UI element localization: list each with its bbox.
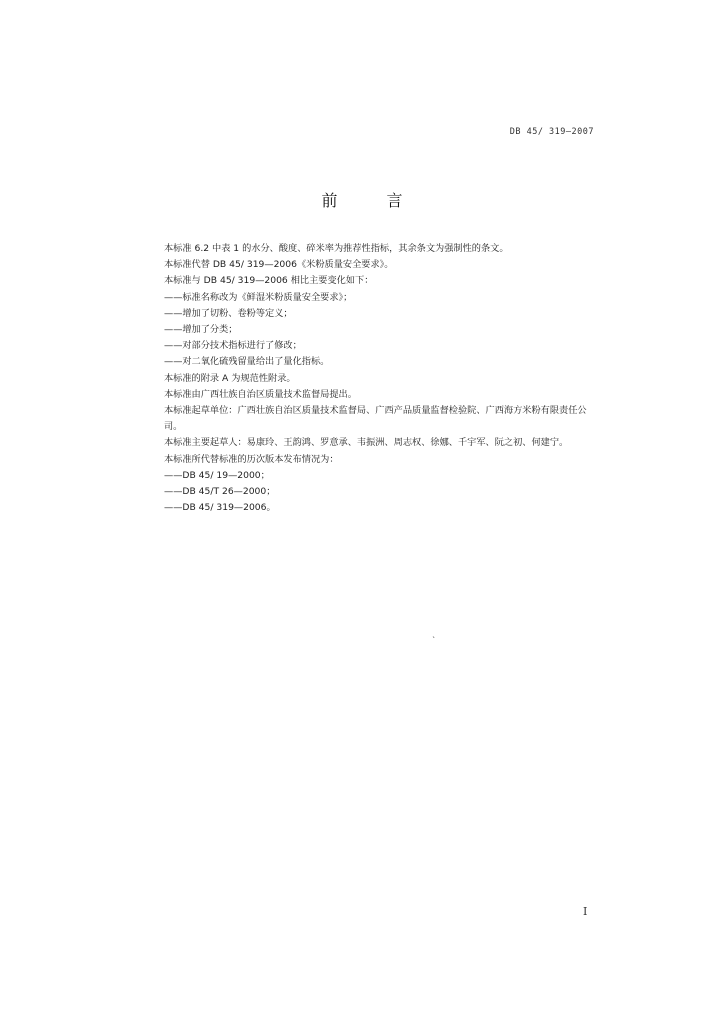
history-item-1: ——DB 45/ 19—2000； xyxy=(164,469,270,481)
paragraph-appendix: 本标准的附录 A 为规范性附录。 xyxy=(164,372,296,384)
foreword-body xyxy=(150,241,600,516)
paragraph-drafting-units: 本标准起草单位：广西壮族自治区质量技术监督局、广西产品质量监督检验院、广西海方米粉有限责任公司。 xyxy=(164,405,587,433)
change-item-4: ——对部分技术指标进行了修改； xyxy=(164,340,302,352)
history-item-3: ——DB 45/ 319—2006。 xyxy=(164,502,276,514)
paragraph-history-intro: 本标准所代替标准的历次版本发布情况为： xyxy=(164,453,339,465)
paragraph-1: 本标准 6.2 中表 1 的水分、酸度、碎米率为推荐性指标，其余条文为强制性的条文。 xyxy=(164,243,509,254)
page-number: I xyxy=(583,905,588,918)
paragraph-2: 本标准代替 DB 45/ 319—2006《米粉质量安全要求》。 xyxy=(164,259,394,271)
paragraph-drafters: 本标准主要起草人：易康玲、王韵鸿、罗意承、韦振洲、周志权、徐娜、千宇军、阮之初、何建宁。 xyxy=(164,437,569,449)
standard-code: DB 45/ 319—2007 xyxy=(509,127,594,137)
change-item-3: ——增加了分类； xyxy=(164,324,238,336)
stray-mark: ` xyxy=(432,636,436,645)
change-item-1: ——标准名称改为《鲜湿米粉质量安全要求》； xyxy=(164,291,353,303)
page-title: 前 言 xyxy=(321,191,425,210)
history-item-2: ——DB 45/T 26—2000； xyxy=(164,486,276,498)
paragraph-proposer: 本标准由广西壮族自治区质量技术监督局提出。 xyxy=(164,388,357,400)
paragraph-3: 本标准与 DB 45/ 319—2006 相比主要变化如下： xyxy=(164,275,374,287)
change-item-2: ——增加了切粉、卷粉等定义； xyxy=(164,307,293,319)
change-item-5: ——对二氧化硫残留量给出了量化指标。 xyxy=(164,356,330,368)
